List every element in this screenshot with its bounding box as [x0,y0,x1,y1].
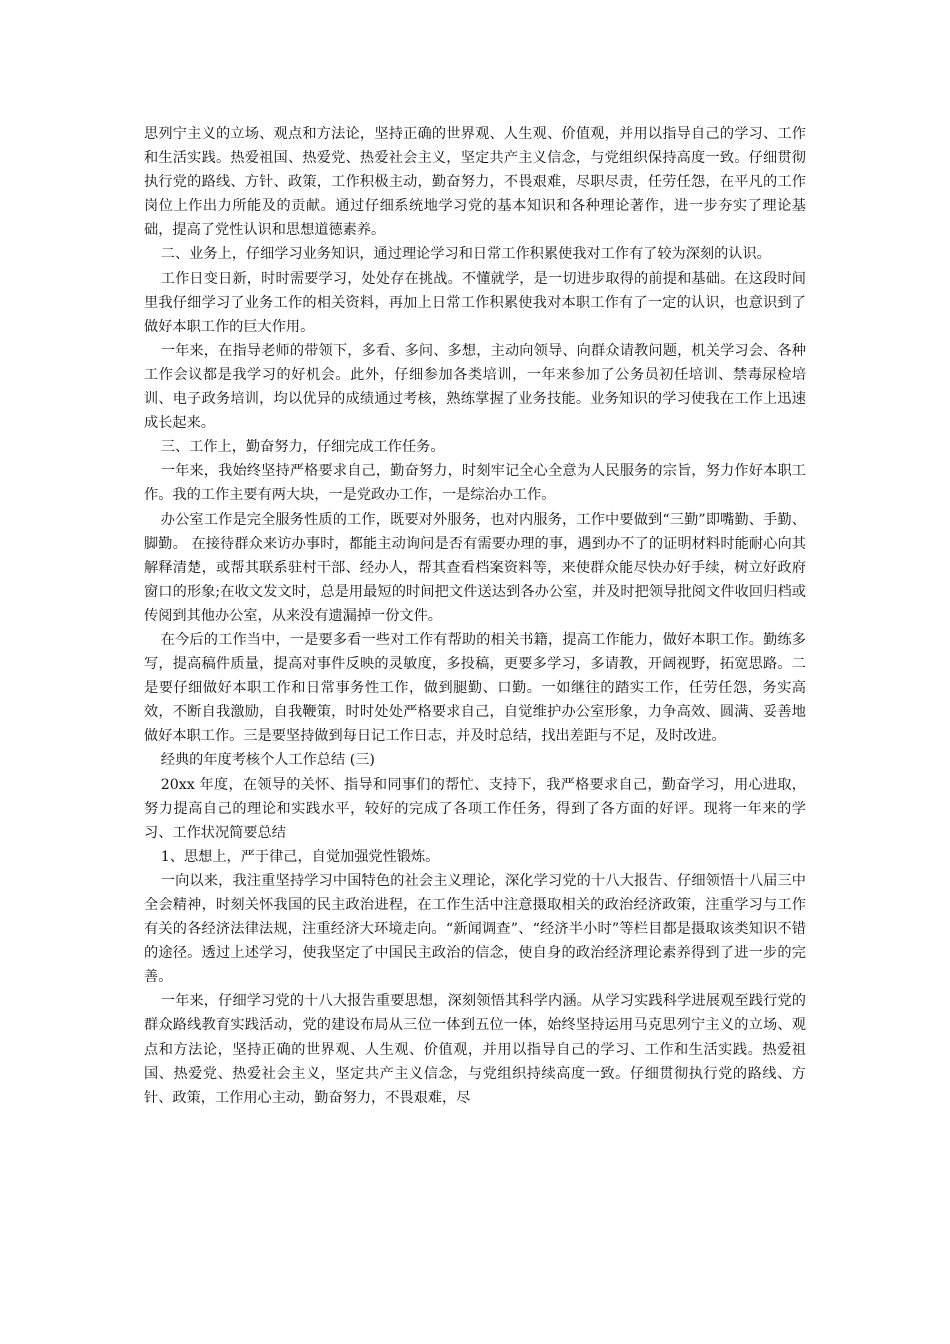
paragraph: 一年来，我始终坚持严格要求自己，勤奋努力，时刻牢记全心全意为人民服务的宗旨，努力作好本职工作。我的工作主要有两大块，一是党政办工作，一是综治办工作。 [144,463,806,504]
paragraph: 在今后的工作当中，一是要多看一些对工作有帮助的相关书籍，提高工作能力，做好本职工作。勤练多写，提高稿件质量，提高对事件反映的灵敏度，多投稿，更要多学习，多请教，开阔视野，拓宽思路。二是要仔细做好本职工作和日常事务性工作，做到腿勤、口勤。一如继往的踏实工作，任劳任怨，务实高效，不断自我激励，自我鞭策，时时处处严格要求自己，自觉维护办公室形象，力争高效、圆满、妥善地做好本职工作。三是要坚持做到每日记工作日志，并及时总结，找出差距与不足，及时改进。 [144,631,806,745]
paragraph: 工作日变日新，时时需要学习，处处存在挑战。不懂就学，是一切进步取得的前提和基础。在这段时间里我仔细学习了业务工作的相关资料，再加上日常工作积累使我对本职工作有了一定的认识，也意识到了做好本职工作的巨大作用。 [144,270,806,335]
paragraph: 办公室工作是完全服务性质的工作，既要对外服务，也对内服务，工作中要做到“三勤”即嘴勤、手勤、脚勤。 在接待群众来访办事时，都能主动询问是否有需要办理的事，遇到办不了的证明材料时能耐心向其解释清楚，或帮其联系驻村干部、经办人，帮其查看档案资料等，来使群众能尽快办好手续，树立好政府窗口的形象;在收文发文时，总是用最短的时间把文件送达到各办公室，并及时把领导批阅文件收回归档或传阅到其他办公室，从来没有遗漏掉一份文件。 [144,511,806,624]
document-title: 经典的年度考核个人工作总结 (三) [160,752,375,769]
document-body [144,122,806,1110]
paragraph: 20xx 年度，在领导的关怀、指导和同事们的帮忙、支持下，我严格要求自己，勤奋学习，用心进取，努力提高自己的理论和实践水平，较好的完成了各项工作任务，得到了各方面的好评。现将一年来的学习、工作状况简要总结 [144,776,806,841]
section-heading: 三、工作上，勤奋努力，仔细完成工作任务。 [160,439,445,456]
section-heading: 1、思想上，严于律己，自觉加强党性锻炼。 [160,848,440,865]
paragraph: 一年来，在指导老师的带领下，多看、多问、多想，主动向领导、向群众请教问题，机关学习会、各种工作会议都是我学习的好机会。此外，仔细参加各类培训，一年来参加了公务员初任培训、禁毒尿检培训、电子政务培训，均以优异的成绩通过考核，熟练掌握了业务技能。业务知识的学习使我在工作上迅速成长起来。 [144,342,806,432]
paragraph: 二、业务上，仔细学习业务知识，通过理论学习和日常工作积累使我对工作有了较为深刻的认识。 [160,246,771,263]
paragraph: 一年来，仔细学习党的十八大报告重要思想，深刻领悟其科学内涵。从学习实践科学进展观至践行党的群众路线教育实践活动，党的建设布局从三位一体到五位一体，始终坚持运用马克思列宁主义的立场、观点和方法论，坚持正确的世界观、人生观、价值观，并用以指导自己的学习、工作和生活实践。热爱祖国、热爱党、热爱社会主义，坚定共产主义信念，与党组织持续高度一致。仔细贯彻执行党的路线、方针、政策，工作用心主动，勤奋努力，不畏艰难，尽 [144,993,806,1106]
paragraph: 思列宁主义的立场、观点和方法论，坚持正确的世界观、人生观、价值观，并用以指导自己的学习、工作和生活实践。热爱祖国、热爱党、热爱社会主义，坚定共产主义信念，与党组织保持高度一致。仔细贯彻执行党的路线、方针、政策，工作积极主动，勤奋努力，不畏艰难，尽职尽责，任劳任怨，在平凡的工作岗位上作出力所能及的贡献。通过仔细系统地学习党的基本知识和各种理论著作，进一步夯实了理论基础，提高了党性认识和思想道德素养。 [144,126,806,239]
paragraph: 一向以来，我注重坚持学习中国特色的社会主义理论，深化学习党的十八大报告、仔细领悟十八届三中全会精神，时刻关怀我国的民主政治进程，在工作生活中注意摄取相关的政治经济政策，注重学习与工作有关的各经济法律法规，注重经济大环境走向。“新闻调查”、“经济半小时”等栏目都是摄取该类知识不错的途径。透过上述学习，使我坚定了中国民主政治的信念，使自身的政治经济理论素养得到了进一步的完善。 [144,872,806,986]
